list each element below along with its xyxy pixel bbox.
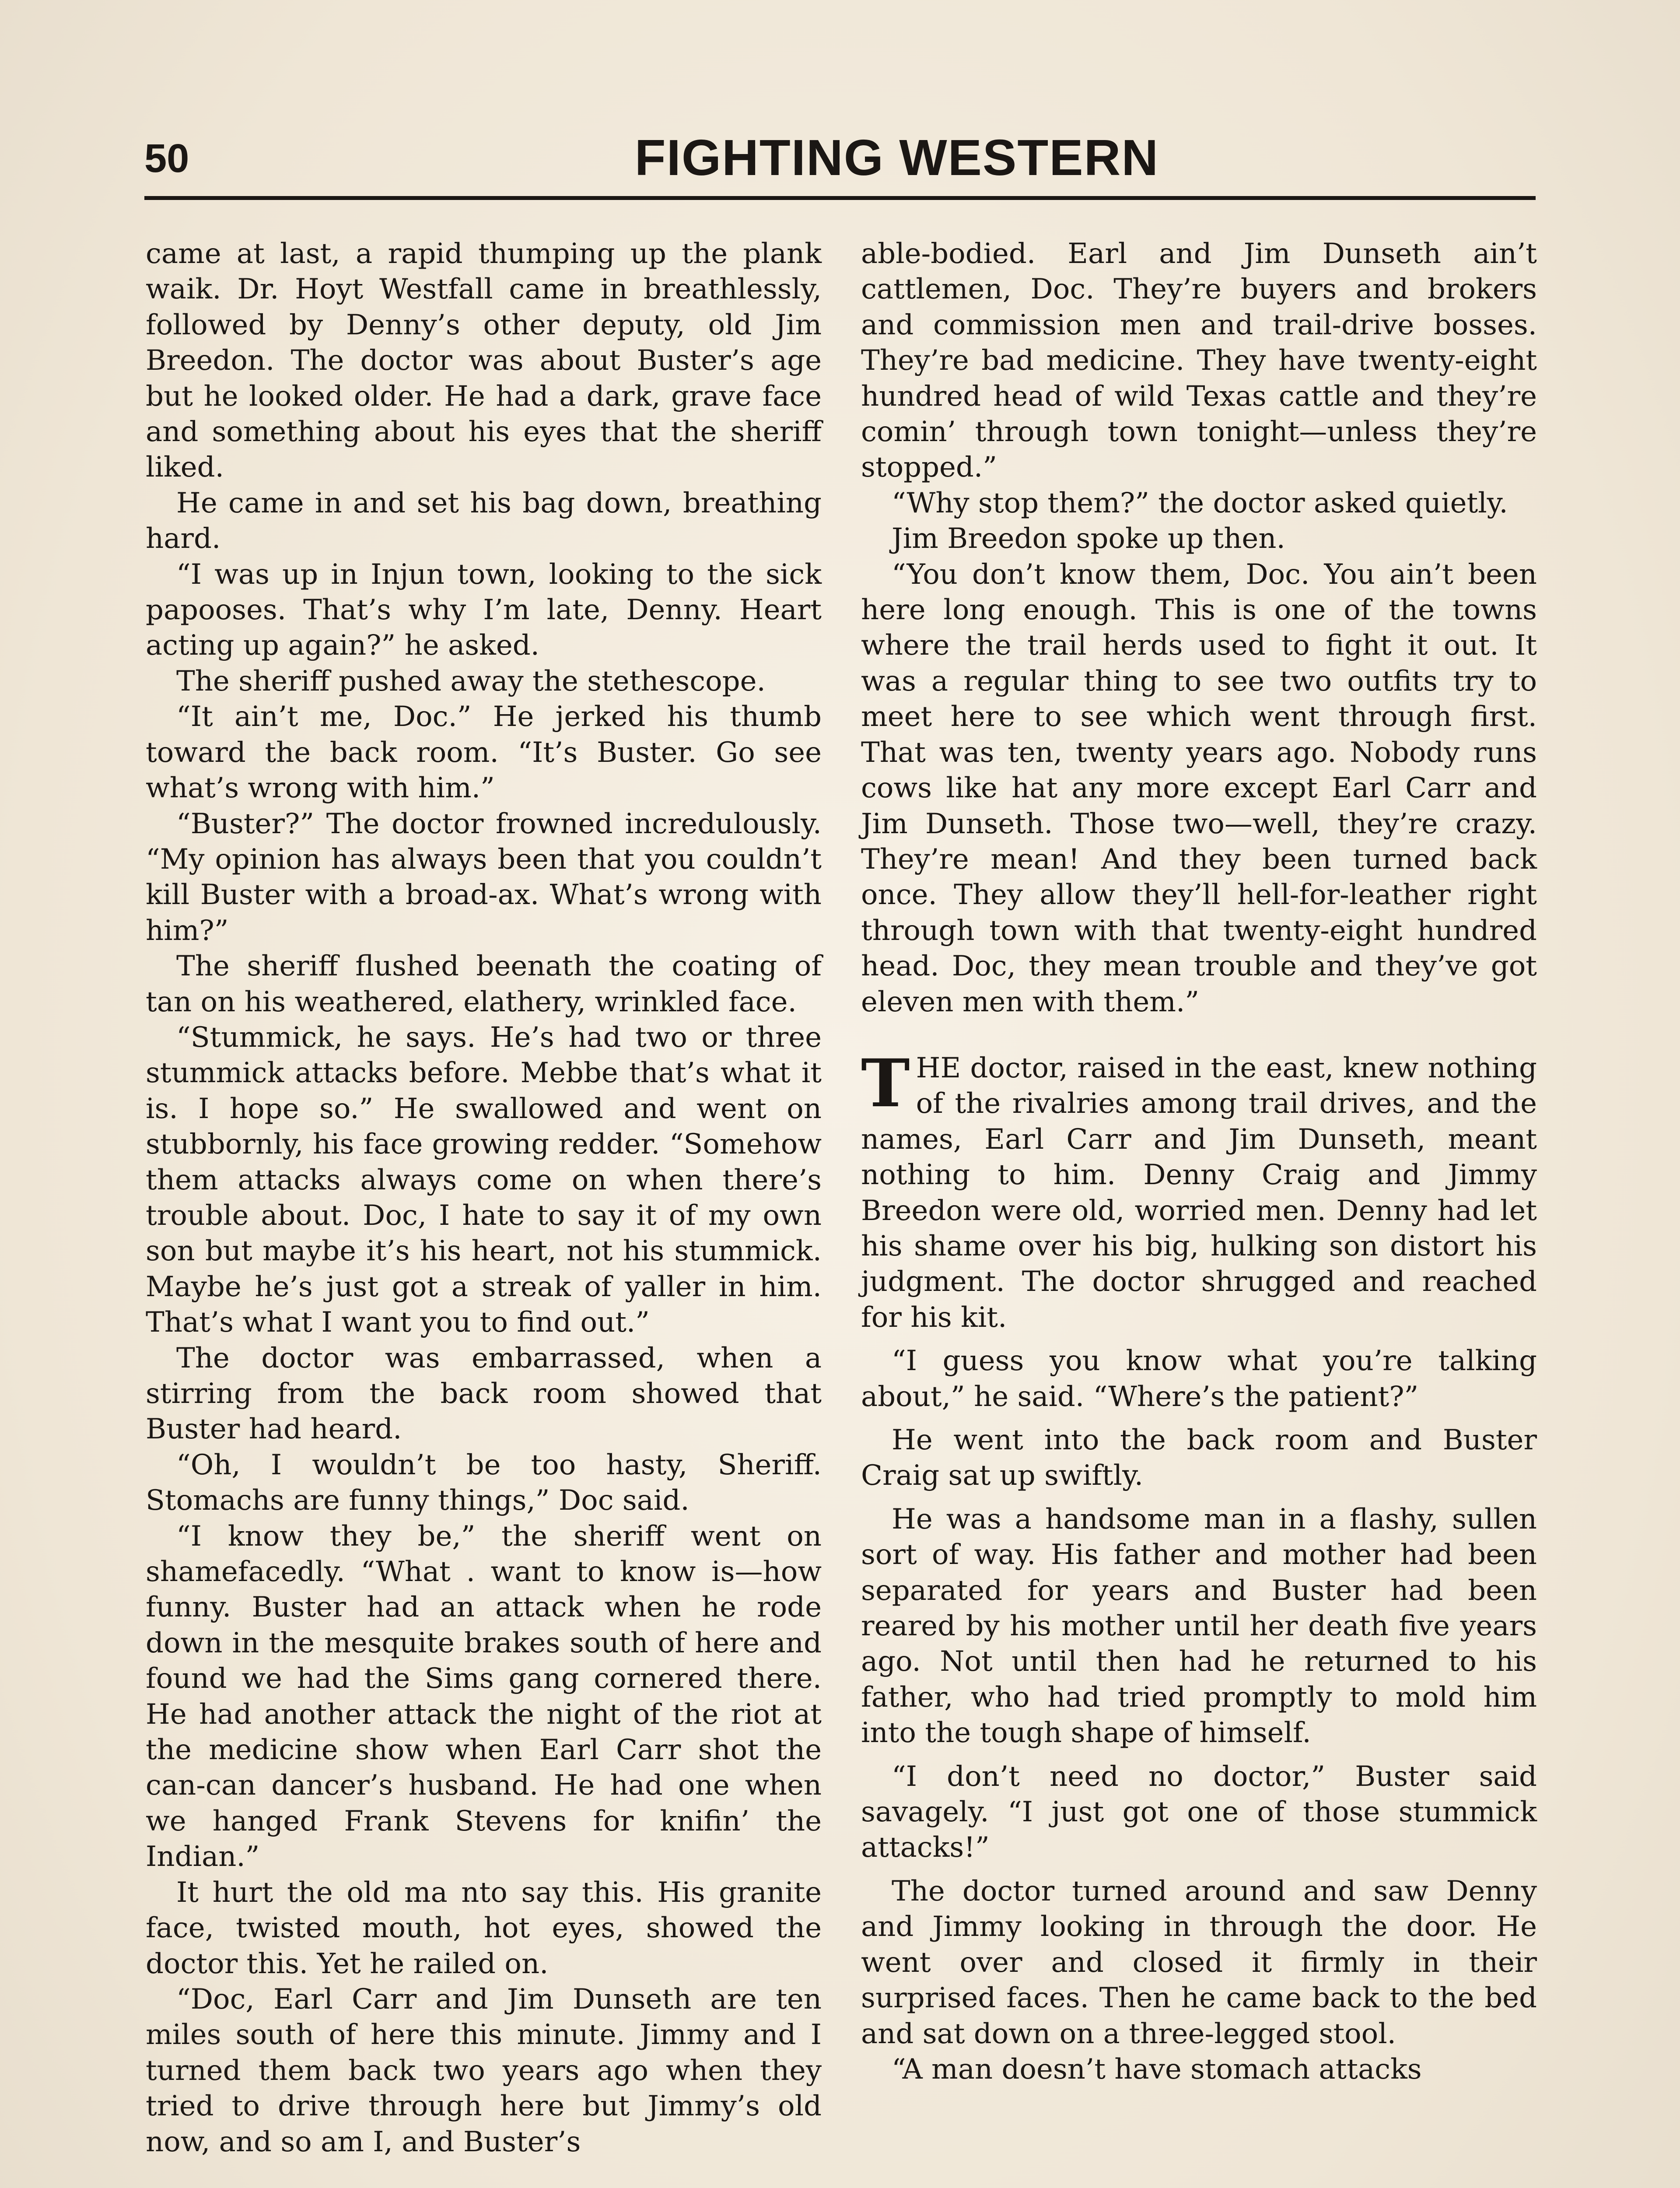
paragraph: “I know they be,” the sheriff went on shamefacedly. “What . want to know is—how funny. Buster had an attack when he rode down in the mesquite brakes south of here and found we had the Sims gang cornered there. He had another attack the night of the riot at the medicine show when Earl Carr shot the can-can dancer’s husband. He had one when we hanged Frank Stevens for knifin’ the Indian.” bbox=[146, 1520, 822, 1873]
paragraph: came at last, a rapid thumping up the plank waik. Dr. Hoyt Westfall came in breathlessly, followed by Denny’s other deputy, old Jim Breedon. The doctor was about Buster’s age but he looked older. He had a dark, grave face and something about his eyes that the sheriff liked. bbox=[146, 238, 822, 484]
paragraph: “I don’t need no doctor,” Buster said savagely. “I just got one of those stummick attacks!” bbox=[861, 1760, 1537, 1864]
paragraph: “I was up in Injun town, looking to the sick papooses. That’s why I’m late, Denny. Heart acting up again?” he asked. bbox=[146, 558, 822, 662]
paragraph: “It ain’t me, Doc.” He jerked his thumb toward the back room. “It’s Buster. Go see what’s wrong with him.” bbox=[146, 701, 822, 805]
paragraph: Jim Breedon spoke up then. bbox=[892, 522, 1285, 555]
paragraph: able-bodied. Earl and Jim Dunseth ain’t cattlemen, Doc. They’re buyers and brokers and commission men and trail-drive bosses. They’re bad medicine. They have twenty-eight hundred head of wild Texas cattle and they’re comin’ through town tonight—unless they’re stopped.” bbox=[861, 238, 1537, 484]
page-number: 50 bbox=[144, 136, 189, 181]
paragraph: “Stummick, he says. He’s had two or three stummick attacks before. Mebbe that’s what it is. I hope so.” He swallowed and went on stubbornly, his face growing redder. “Somehow them attacks always come on when there’s trouble about. Doc, I hate to say it of my own son but maybe it’s his heart, not his stummick. Maybe he’s just got a streak of yaller in him. That’s what I want you to find out.” bbox=[146, 1021, 822, 1339]
paragraph: The doctor was embarrassed, when a stirring from the back room showed that Buster had heard. bbox=[146, 1342, 822, 1446]
drop-cap: T bbox=[861, 1045, 910, 1122]
paragraph: “Why stop them?” the doctor asked quietly. bbox=[892, 487, 1508, 519]
paragraph: The sheriff flushed beenath the coating of tan on his weathered, elathery, wrinkled face. bbox=[146, 950, 822, 1018]
paragraph: “A man doesn’t have stomach attacks bbox=[892, 2053, 1422, 2086]
paragraph: “Buster?” The doctor frowned incredulously. “My opinion has always been that you couldn’t kill Buster with a broad-ax. What’s wrong with him?” bbox=[146, 807, 822, 947]
paragraph: The doctor turned around and saw Denny and Jimmy looking in through the door. He went over and closed it firmly in their surprised faces. Then he came back to the bed and sat down on a three-legged stool. bbox=[861, 1875, 1537, 2050]
running-title: FIGHTING WESTERN bbox=[634, 129, 1159, 186]
paragraph: The sheriff pushed away the stethescope. bbox=[176, 665, 766, 698]
paragraph: It hurt the old ma nto say this. His granite face, twisted mouth, hot eyes, showed the doctor this. Yet he railed on. bbox=[146, 1876, 822, 1980]
paragraph: He was a handsome man in a flashy, sullen sort of way. His father and mother had been separated for years and Buster had been reared by his mother until her death five years ago. Not until then had he returned to his father, who had tried promptly to mold him into the tough shape of himself. bbox=[861, 1503, 1537, 1750]
left-column bbox=[146, 236, 822, 2160]
paragraph: “Doc, Earl Carr and Jim Dunseth are ten miles south of here this minute. Jimmy and I turned them back two years ago when they tried to drive through here but Jimmy’s old now, and so am I, and Buster’s bbox=[146, 1983, 822, 2158]
page-header bbox=[144, 131, 1536, 188]
paragraph: nothing of the rivalries among trail drives, and the names, Earl Carr and Jim Dunseth, meant nothing to him. Denny Craig and Jimmy Breedon were old, worried men. Denny had let his shame over his big, hulking son distort his judgment. The doctor shrugged and reached for his kit. bbox=[861, 1052, 1537, 1334]
paragraph: He went into the back room and Buster Craig sat up swiftly. bbox=[861, 1424, 1537, 1492]
paragraph: “You don’t know them, Doc. You ain’t been here long enough. This is one of the towns where the trail herds used to fight it out. It was a regular thing to see two outfits try to meet here to see which went through first. That was ten, twenty years ago. Nobody runs cows like hat any more except Earl Carr and Jim Dunseth. Those two—well, they’re crazy. They’re mean! And they been turned back once. They allow they’ll hell-for-leather right through town with that twenty-eight hundred head. Doc, they mean trouble and they’ve got eleven men with them.” bbox=[861, 558, 1537, 1018]
paragraph: “Oh, I wouldn’t be too hasty, Sheriff. Stomachs are funny things,” Doc said. bbox=[146, 1448, 822, 1517]
right-column bbox=[861, 236, 1537, 2087]
section-break-opening bbox=[861, 1045, 1537, 1336]
paragraph: He came in and set his bag down, breathing hard. bbox=[146, 487, 822, 555]
opening-line: HE doctor, raised in the east, knew bbox=[916, 1052, 1419, 1084]
header-rule bbox=[144, 196, 1536, 200]
paragraph: “I guess you know what you’re talking about,” he said. “Where’s the patient?” bbox=[861, 1345, 1537, 1413]
